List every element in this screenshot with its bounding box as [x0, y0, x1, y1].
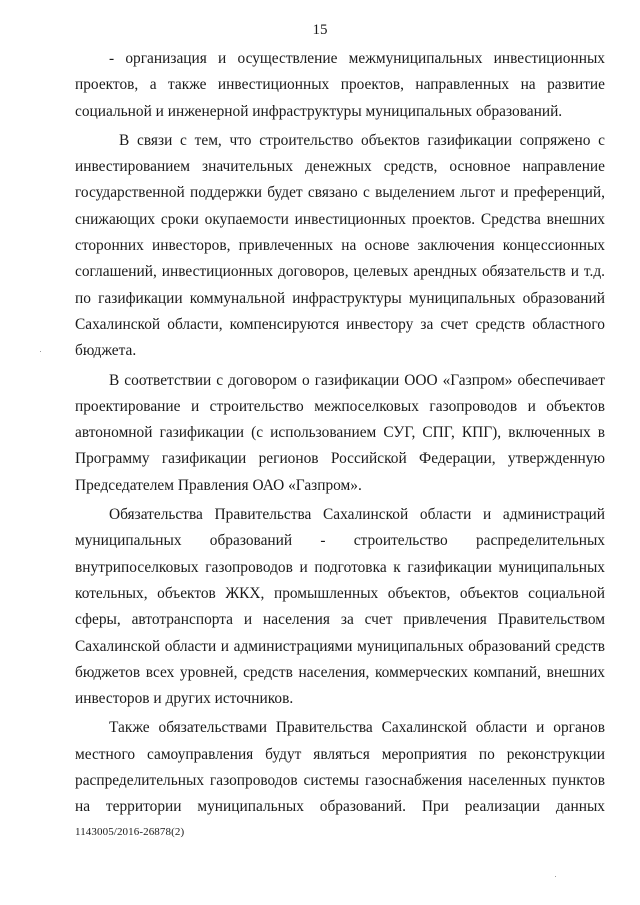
paragraph-government-obligations	[75, 502, 605, 712]
text-line: бюджетов всех уровней, средств населения, коммерческих компаний, внешних	[75, 663, 605, 681]
text-line: Председателем Правления ОАО «Газпром».	[75, 476, 362, 494]
text-line: социальной и инженерной инфраструктуры муниципальных образований.	[75, 102, 563, 120]
text-line: Обязательства Правительства Сахалинской области и администраций	[109, 506, 605, 524]
text-line: Программу газификации регионов Российской Федерации, утвержденную	[75, 450, 605, 468]
page-number: 15	[312, 22, 328, 38]
text-line: - организация и осуществление межмуниципальных инвестиционных	[109, 50, 605, 67]
text-line: котельных, объектов ЖКХ, промышленных объектов, объектов социальной	[75, 584, 605, 602]
text-line: на территории муниципальных образований. При реализации данных	[75, 798, 605, 816]
text-line: инвестированием значительных денежных средств, основное направление	[75, 158, 605, 176]
text-line: инвесторов и других источников.	[75, 690, 294, 708]
text-line: В соответствии с договором о газификации ООО «Газпром» обеспечивает	[109, 371, 605, 389]
paragraph-reconstruction	[75, 715, 605, 820]
paragraph-state-support	[75, 128, 605, 365]
text-line: распределительных газопроводов системы газоснабжения населенных пунктов	[75, 772, 605, 790]
text-line: внутрипоселковых газопроводов и подготовка к газификации муниципальных	[75, 558, 605, 576]
text-line: Сахалинской области, компенсируются инвестору за счет средств областного	[75, 315, 605, 333]
document-body	[75, 46, 605, 824]
document-registration-code: 1143005/2016-26878(2)	[75, 826, 185, 838]
text-line: местного самоуправления будут являться мероприятия по реконструкции	[75, 745, 605, 763]
text-line: проектирование и строительство межпоселковых газопроводов и объектов	[75, 397, 605, 415]
scan-speck	[555, 876, 556, 877]
text-line: сторонних инвесторов, привлеченных на основе заключения концессионных	[75, 237, 605, 255]
text-line: соглашений, инвестиционных договоров, целевых арендных обязательств и т.д.	[75, 263, 605, 281]
text-line: Сахалинской области и администрациями муниципальных образований средств	[75, 637, 605, 655]
paragraph-gazprom-agreement	[75, 368, 605, 499]
text-line: снижающих сроки окупаемости инвестиционных проектов. Средства внешних	[75, 210, 605, 228]
text-line: сферы, автотранспорта и населения за счет привлечения Правительством	[75, 611, 605, 629]
text-line: автономной газификации (с использованием СУГ, СПГ, КПГ), включенных в	[75, 424, 605, 442]
text-line: проектов, а также инвестиционных проектов, направленных на развитие	[75, 76, 605, 94]
text-line: бюджета.	[75, 342, 137, 360]
text-line: муниципальных образований - строительство распределительных	[75, 532, 605, 550]
text-line: Также обязательствами Правительства Сахалинской области и органов	[109, 719, 605, 737]
text-line: по газификации коммунальной инфраструктуры муниципальных образований	[75, 289, 605, 307]
text-line: государственной поддержки будет связано с выделением льгот и преференций,	[75, 184, 605, 202]
scan-speck	[40, 351, 41, 352]
text-line: В связи с тем, что строительство объектов газификации сопряжено с	[119, 131, 605, 149]
paragraph-investment-projects	[75, 46, 605, 125]
